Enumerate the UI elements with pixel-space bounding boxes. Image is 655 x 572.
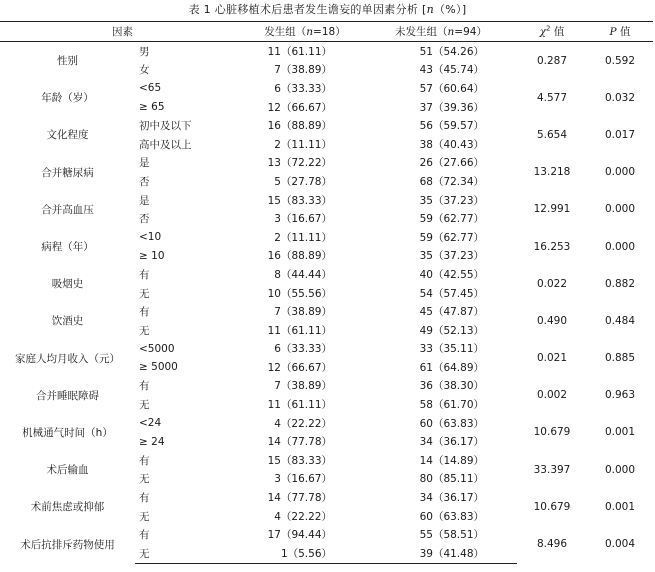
- level-cell: 是: [139, 157, 150, 170]
- level-cell: 无: [139, 287, 150, 300]
- occurred-cell: 11（61.11）: [267, 324, 332, 337]
- not-occurred-cell: 57（60.64）: [419, 82, 484, 95]
- p-value-cell: 0.000: [604, 240, 636, 253]
- caption-unit-n: n: [426, 3, 434, 16]
- not-occurred-cell: 56（59.57）: [419, 120, 484, 133]
- caption-unit-open: [: [421, 3, 427, 16]
- not-occurred-cell: 35（37.23）: [419, 194, 484, 207]
- occurred-cell: 7（38.89）: [274, 306, 332, 319]
- level-cell: 无: [135, 544, 245, 563]
- level-cell: ≥ 24: [139, 435, 165, 448]
- p-value-cell: 0.004: [604, 538, 636, 551]
- table-row: [0, 414, 653, 433]
- factor-cell: 术前焦虑或抑郁: [30, 501, 105, 514]
- occurred-cell: 16（88.89）: [267, 120, 332, 133]
- chi-square-cell: 0.002: [536, 389, 568, 402]
- table-row: [0, 451, 653, 470]
- not-occurred-cell: 45（47.87）: [419, 306, 484, 319]
- factor-cell: 饮酒史: [51, 315, 84, 328]
- not-occurred-cell: 59（62.77）: [419, 231, 484, 244]
- level-cell: 否: [139, 175, 150, 188]
- header-occurred: 发生组（n=18）: [245, 22, 365, 42]
- chi-square-cell: 10.679: [533, 426, 571, 439]
- level-cell: <10: [139, 231, 162, 244]
- occurred-cell: 1（5.56）: [245, 544, 365, 563]
- level-cell: 无: [139, 510, 150, 523]
- chi-square-cell: 0.287: [536, 54, 568, 67]
- not-occurred-cell: 58（61.70）: [419, 399, 484, 412]
- occurred-cell: 16（88.89）: [267, 250, 332, 263]
- p-value-cell: 0.001: [604, 500, 636, 513]
- not-occurred-cell: 35（37.23）: [419, 250, 484, 263]
- occurred-cell: 7（38.89）: [274, 64, 332, 77]
- occurred-cell: 12（66.67）: [267, 101, 332, 114]
- occurred-cell: 2（11.11）: [274, 231, 332, 244]
- occurred-cell: 6（33.33）: [274, 82, 332, 95]
- p-value-cell: 0.885: [604, 352, 636, 365]
- not-occurred-cell: 43（45.74）: [419, 64, 484, 77]
- not-occurred-cell: 49（52.13）: [419, 324, 484, 337]
- occurred-cell: 6（33.33）: [274, 343, 332, 356]
- occurred-cell: 14（77.78）: [267, 492, 332, 505]
- table-row: [0, 377, 653, 396]
- not-occurred-cell: 80（85.11）: [419, 473, 484, 486]
- occurred-cell: 15（83.33）: [267, 194, 332, 207]
- level-cell: 初中及以下: [139, 120, 192, 133]
- not-occurred-cell: 34（36.17）: [419, 436, 484, 449]
- occurred-cell: 4（22.22）: [274, 417, 332, 430]
- table-row: [0, 116, 653, 135]
- not-occurred-cell: 54（57.45）: [419, 287, 484, 300]
- level-cell: 有: [139, 306, 150, 319]
- factor-cell: 吸烟史: [51, 278, 84, 291]
- p-value-cell: 0.001: [604, 426, 636, 439]
- caption-unit-close: （%）]: [433, 3, 467, 16]
- level-cell: 有: [139, 268, 150, 281]
- occurred-cell: 2（11.11）: [274, 138, 332, 151]
- table-row: [0, 525, 653, 544]
- not-occurred-cell: 14（14.89）: [419, 454, 484, 467]
- not-occurred-cell: 38（40.43）: [419, 138, 484, 151]
- table-row: [0, 265, 653, 284]
- not-occurred-cell: 34（36.17）: [419, 492, 484, 505]
- p-value-cell: 0.000: [604, 203, 636, 216]
- not-occurred-cell: 33（35.11）: [419, 343, 484, 356]
- header-p-value: P 值: [587, 22, 653, 42]
- factor-cell: 家庭人均月收入（元）: [15, 352, 120, 365]
- occurred-cell: 17（94.44）: [267, 529, 332, 542]
- p-value-cell: 0.484: [604, 314, 636, 327]
- table-row: [0, 79, 653, 98]
- p-value-cell: 0.592: [604, 54, 636, 67]
- level-cell: 无: [139, 324, 150, 337]
- chi-square-cell: 13.218: [533, 166, 571, 179]
- level-cell: ≥ 10: [139, 249, 165, 262]
- occurred-cell: 3（16.67）: [274, 473, 332, 486]
- level-cell: 有: [139, 492, 150, 505]
- occurred-cell: 14（77.78）: [267, 436, 332, 449]
- chi-square-cell: 0.490: [536, 314, 568, 327]
- p-value-cell: 0.017: [604, 128, 636, 141]
- not-occurred-cell: 55（58.51）: [419, 529, 484, 542]
- table-caption: [0, 0, 655, 20]
- factor-cell: 术后抗排斥药物使用: [20, 538, 115, 551]
- level-cell: 否: [139, 213, 150, 226]
- table-row: [0, 42, 653, 61]
- p-value-cell: 0.000: [604, 463, 636, 476]
- occurred-cell: 11（61.11）: [267, 45, 332, 58]
- table-row: [0, 154, 653, 173]
- level-cell: <24: [139, 417, 162, 430]
- table-row: [0, 302, 653, 321]
- level-cell: 无: [139, 399, 150, 412]
- chi-square-cell: 0.021: [536, 352, 568, 365]
- chi-square-cell: 5.654: [536, 128, 568, 141]
- level-cell: 女: [139, 64, 150, 77]
- header-row: [0, 22, 653, 42]
- factor-cell: 术后输血: [46, 464, 89, 477]
- occurred-cell: 8（44.44）: [274, 268, 332, 281]
- factor-cell: 机械通气时间（h）: [22, 426, 113, 439]
- caption-title: 心脏移植术后患者发生谵妄的单因素分析: [214, 3, 419, 16]
- not-occurred-cell: 36（38.30）: [419, 380, 484, 393]
- not-occurred-cell: 60（63.83）: [419, 417, 484, 430]
- not-occurred-cell: 61（64.89）: [419, 361, 484, 374]
- p-value-cell: 0.963: [604, 389, 636, 402]
- factor-cell: 合并睡眠障碍: [36, 389, 99, 402]
- level-cell: 是: [139, 194, 150, 207]
- table-row: [0, 228, 653, 247]
- occurred-cell: 11（61.11）: [267, 399, 332, 412]
- caption-label: 表 1: [188, 3, 211, 16]
- p-value-cell: 0.882: [604, 277, 636, 290]
- not-occurred-cell: 37（39.36）: [419, 101, 484, 114]
- chi-square-cell: 10.679: [533, 500, 571, 513]
- not-occurred-cell: 51（54.26）: [419, 45, 484, 58]
- not-occurred-cell: 60（63.83）: [419, 510, 484, 523]
- factor-cell: 年龄（岁）: [41, 92, 94, 105]
- occurred-cell: 3（16.67）: [274, 213, 332, 226]
- p-value-cell: 0.000: [604, 166, 636, 179]
- occurred-cell: 5（27.78）: [274, 175, 332, 188]
- table-body: [0, 42, 653, 564]
- factor-cell: 合并高血压: [41, 203, 94, 216]
- occurred-cell: 15（83.33）: [267, 454, 332, 467]
- chi-square-cell: 8.496: [536, 538, 568, 551]
- occurred-cell: 10（55.56）: [267, 287, 332, 300]
- level-cell: 高中及以上: [139, 138, 192, 151]
- level-cell: 有: [139, 529, 150, 542]
- chi-square-cell: 16.253: [533, 240, 571, 253]
- occurred-cell: 4（22.22）: [274, 510, 332, 523]
- factor-cell: 性别: [57, 55, 78, 68]
- factor-cell: 合并糖尿病: [41, 166, 94, 179]
- chi-square-cell: 12.991: [533, 203, 571, 216]
- occurred-cell: 12（66.67）: [267, 361, 332, 374]
- not-occurred-cell: 40（42.55）: [419, 268, 484, 281]
- level-cell: <5000: [139, 342, 175, 355]
- header-factor: 因素: [0, 22, 245, 42]
- chi-square-cell: 33.397: [533, 463, 571, 476]
- occurred-cell: 13（72.22）: [267, 157, 332, 170]
- level-cell: ≥ 5000: [139, 361, 178, 374]
- table-row: [0, 340, 653, 359]
- level-cell: 男: [139, 45, 150, 58]
- header-chi-square: $\chi^2$ 值: [517, 22, 587, 42]
- table-row: [0, 191, 653, 210]
- chi-square-cell: 0.022: [536, 277, 568, 290]
- chi-square-cell: 4.577: [536, 91, 568, 104]
- not-occurred-cell: 26（27.66）: [419, 157, 484, 170]
- not-occurred-cell: 39（41.48）: [365, 544, 517, 563]
- not-occurred-cell: 59（62.77）: [419, 213, 484, 226]
- level-cell: ≥ 65: [139, 101, 165, 114]
- header-not-occurred: 未发生组（n=94）: [365, 22, 517, 42]
- factor-cell: 文化程度: [46, 129, 89, 142]
- p-value-cell: 0.032: [604, 91, 636, 104]
- not-occurred-cell: 68（72.34）: [419, 175, 484, 188]
- level-cell: <65: [139, 82, 162, 95]
- table-row: [0, 488, 653, 507]
- occurred-cell: 7（38.89）: [274, 380, 332, 393]
- univariate-analysis-table: [0, 21, 653, 564]
- factor-cell: 病程（年）: [41, 241, 94, 254]
- level-cell: 有: [139, 380, 150, 393]
- level-cell: 有: [139, 454, 150, 467]
- level-cell: 无: [139, 473, 150, 486]
